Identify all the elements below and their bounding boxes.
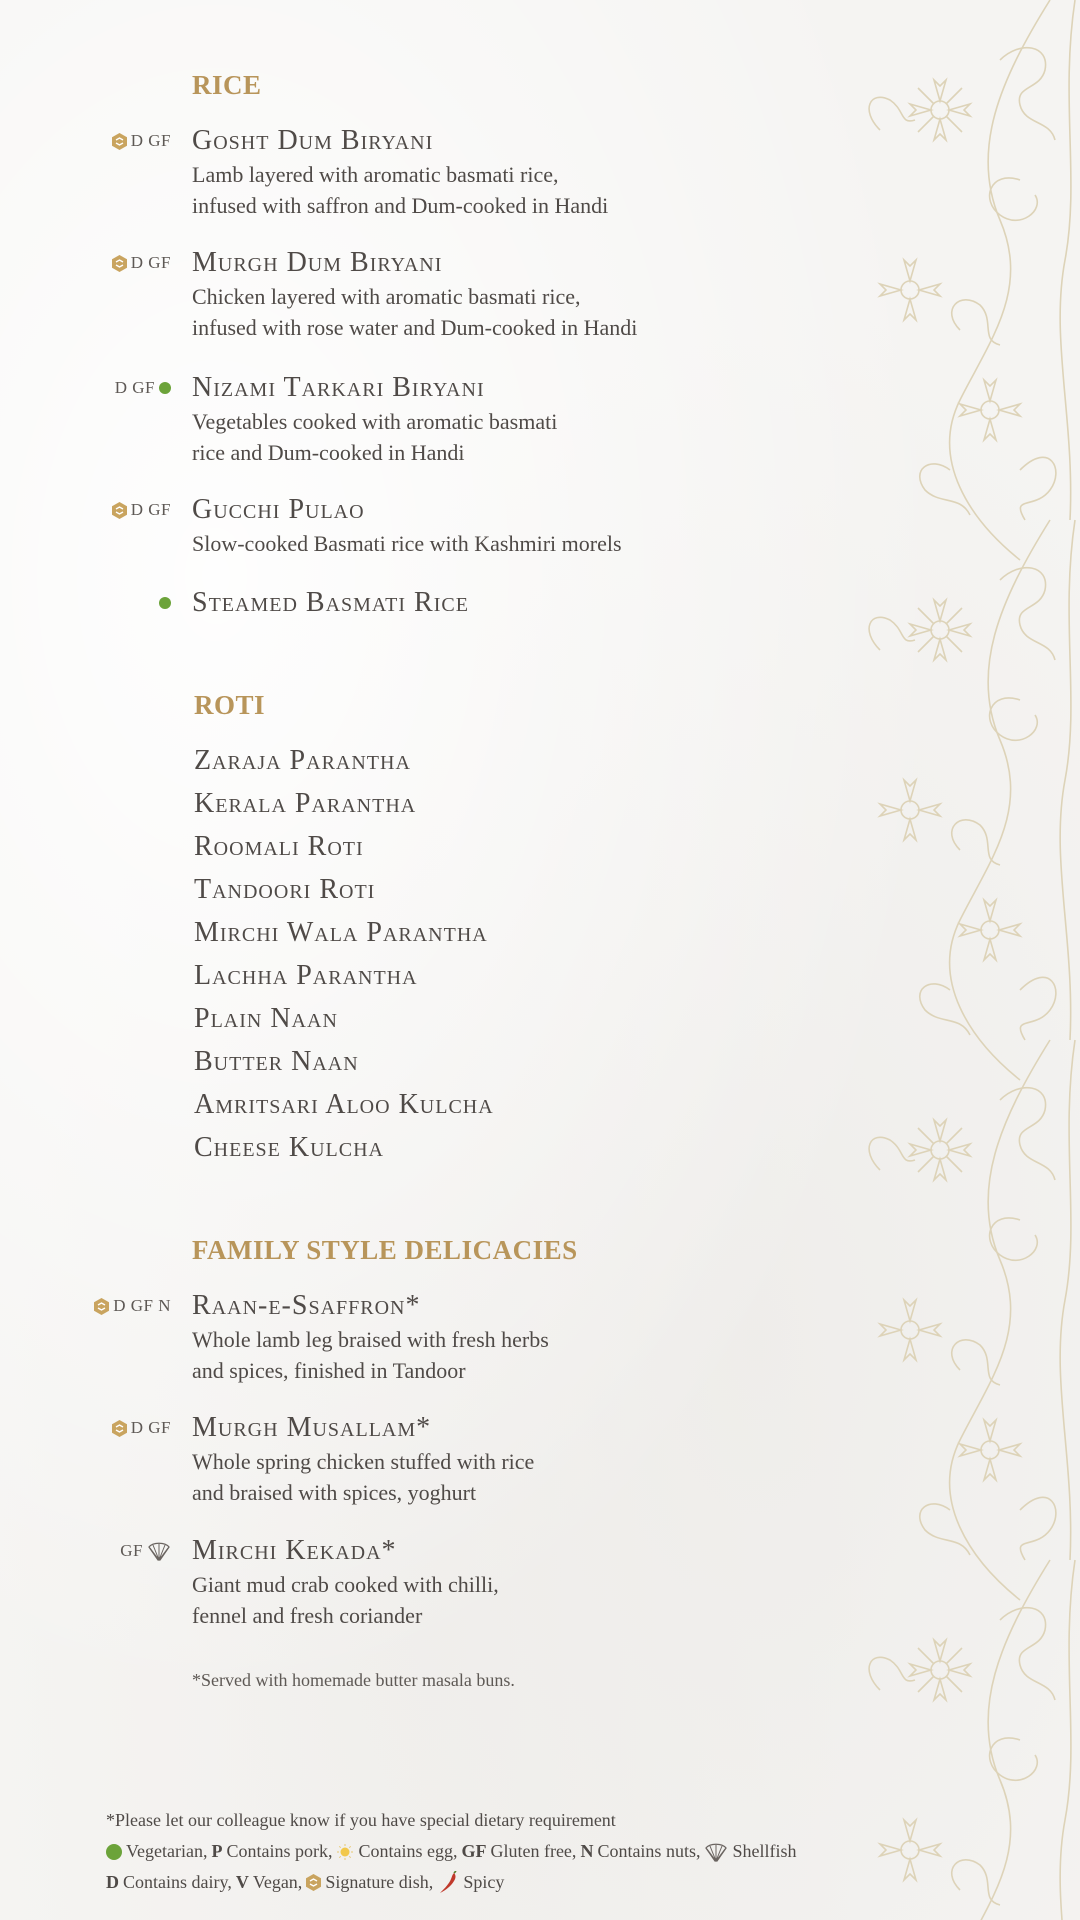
dish-name: Roomali Roti — [194, 831, 364, 862]
dish-tags: D GF — [115, 372, 171, 404]
dish-name: Murgh Dum Biryani — [192, 247, 443, 278]
dish-name: Plain Naan — [194, 1003, 338, 1034]
dish-description: Vegetables cooked with aromatic basmati rice and Dum-cooked in Handi — [192, 409, 558, 465]
dish-tags: D GF — [112, 1412, 171, 1444]
dish-name: Murgh Musallam* — [192, 1412, 432, 1443]
dish-name: Zaraja Parantha — [194, 745, 411, 776]
dish-name: Raan-e-Ssaffron* — [192, 1290, 421, 1321]
legend-line-1: *Please let our colleague know if you have special dietary requirement — [106, 1810, 616, 1830]
section-title-rice: RICE — [192, 70, 262, 100]
signature-icon — [112, 133, 127, 150]
vegetarian-dot-icon — [159, 382, 171, 394]
dish-tags: GF — [120, 1535, 171, 1567]
dish-description: Lamb layered with aromatic basmati rice, infused with saffron and Dum-cooked in Handi — [192, 162, 609, 218]
signature-icon — [112, 1420, 127, 1437]
section-title-family-style: FAMILY STYLE DELICACIES — [192, 1235, 578, 1265]
dish-tags: D GF N — [94, 1290, 171, 1322]
dish-name: Cheese Kulcha — [194, 1132, 384, 1163]
dish-name: Butter Naan — [194, 1046, 359, 1077]
dish-description: Whole lamb leg braised with fresh herbs and spices, finished in Tandoor — [192, 1327, 549, 1383]
signature-icon — [112, 502, 127, 519]
dish-name: Lachha Parantha — [194, 960, 418, 991]
dish-tags: D GF — [112, 494, 171, 526]
dish-description: Whole spring chicken stuffed with rice and braised with spices, yoghurt — [192, 1449, 535, 1505]
dish-tags: D GF — [112, 125, 171, 157]
dish-name: Nizami Tarkari Biryani — [192, 372, 485, 403]
shellfish-icon — [704, 1842, 728, 1862]
dietary-legend — [106, 1805, 966, 1898]
dish-name: Mirchi Kekada* — [192, 1535, 397, 1566]
dish-description: Slow-cooked Basmati rice with Kashmiri morels — [192, 531, 622, 556]
served-with-note: *Served with homemade butter masala buns. — [192, 1670, 515, 1690]
vegetarian-dot-icon — [106, 1844, 122, 1860]
dish-tags — [159, 587, 171, 619]
signature-icon — [94, 1298, 109, 1315]
dish-name: Amritsari Aloo Kulcha — [194, 1089, 494, 1120]
vegetarian-dot-icon — [159, 597, 171, 609]
dish-name: Mirchi Wala Parantha — [194, 917, 488, 948]
chili-icon — [437, 1871, 459, 1895]
dish-name: Gosht Dum Biryani — [192, 125, 434, 156]
dish-name: Tandoori Roti — [194, 874, 376, 905]
section-title-roti: ROTI — [194, 690, 266, 720]
dish-tags: D GF — [112, 247, 171, 279]
dish-name: Steamed Basmati Rice — [192, 587, 469, 618]
signature-icon — [306, 1874, 321, 1891]
dish-name: Gucchi Pulao — [192, 494, 365, 525]
shellfish-icon — [147, 1541, 171, 1561]
dish-description: Chicken layered with aromatic basmati rice, infused with rose water and Dum-cooked in Handi — [192, 284, 638, 340]
dish-description: Giant mud crab cooked with chilli, fennel and fresh coriander — [192, 1572, 499, 1628]
dish-name: Kerala Parantha — [194, 788, 417, 819]
legend-line-2: Vegetarian, P Contains pork, Contains egg, GF Gluten free, N Contains nuts, Shellfish — [106, 1836, 966, 1867]
floral-ornament — [850, 0, 1080, 1920]
signature-icon — [112, 255, 127, 272]
egg-icon — [336, 1843, 354, 1861]
legend-line-3: D Contains dairy, V Vegan, Signature dish, Spicy — [106, 1867, 966, 1898]
